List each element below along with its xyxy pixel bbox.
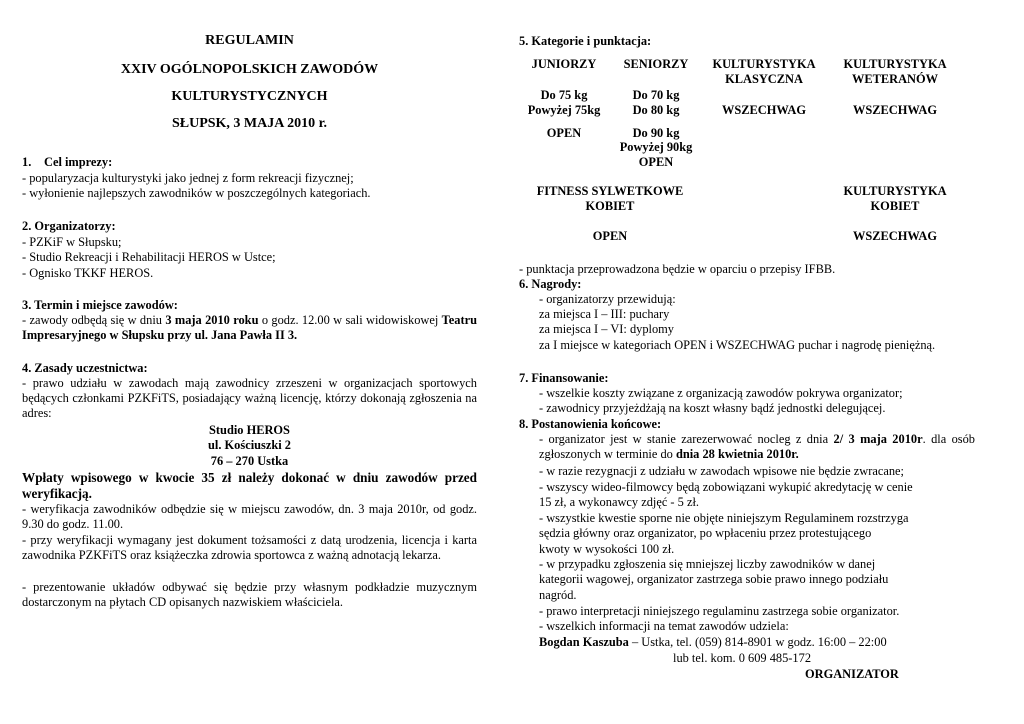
prizes-line: za miejsca I – VI: dyplomy bbox=[539, 322, 675, 336]
final-provision-cont: 15 zł, a wykonawcy zdjęć - 5 zł. bbox=[539, 495, 699, 509]
contact-mobile: lub tel. kom. 0 609 485-172 bbox=[673, 651, 812, 665]
contact-phone: – Ustka, tel. (059) 814-8901 w godz. 16:00 – 22:00 bbox=[628, 635, 887, 649]
category-seniorzy: SENIORZY bbox=[623, 57, 689, 71]
section-4-paragraph: - prawo udziału w zawodach mają zawodnicy zrzeszeni w organizacjach sportowych będących członkami PZKFiTS, posiadający ważną licencję, którzy dokonają zgłoszenia na adres: bbox=[22, 376, 477, 420]
category-fitness bbox=[519, 184, 701, 243]
final-provision bbox=[519, 432, 975, 462]
category-fitness-line-2: KOBIET bbox=[585, 198, 635, 213]
section-3-text: o godz. 12.00 w sali widowiskowej bbox=[258, 313, 442, 327]
weterani-weight: WSZECHWAG bbox=[853, 103, 937, 117]
contact-line bbox=[519, 635, 995, 650]
section-2-item: - Studio Rekreacji i Rehabilitacji HEROS w Ustce; bbox=[22, 250, 276, 264]
section-2-item: - PZKiF w Słupsku; bbox=[22, 235, 122, 249]
juniorzy-weights bbox=[519, 88, 609, 140]
final-provision-cont: sędzia główny oraz organizator, po wpłaceniu przez protestującego bbox=[539, 526, 872, 540]
section-7-heading: 7. Finansowanie: bbox=[519, 371, 609, 385]
section-3-heading: 3. Termin i miejsce zawodów: bbox=[22, 298, 178, 312]
klasyczna-weight: WSZECHWAG bbox=[722, 103, 806, 117]
section-4-paragraph: - weryfikacja zawodników odbędzie się w miejscu zawodów, dn. 3 maja 2010r, od godz. 9.30 do godz. 11.00. bbox=[22, 502, 477, 531]
prizes-line: - organizatorzy przewidują: bbox=[539, 292, 676, 306]
final-provision-cont: kategorii wagowej, organizator zastrzega sobie prawo innego podziału bbox=[539, 572, 889, 586]
section-1-title: Cel imprezy: bbox=[44, 155, 113, 169]
category-weterani bbox=[830, 57, 960, 87]
event-date: 3 maja 2010 roku bbox=[165, 313, 259, 327]
address-line-2: ul. Kościuszki 2 bbox=[208, 438, 291, 452]
section-1-item: - wyłonienie najlepszych zawodników w poszczególnych kategoriach. bbox=[22, 186, 371, 200]
title-line-4: SŁUPSK, 3 MAJA 2010 r. bbox=[171, 116, 328, 131]
category-kulturystyka-kobiet bbox=[830, 184, 960, 243]
section-4-paragraph: - przy weryfikacji wymagany jest dokument tożsamości z datą urodzenia, licencja i karta zawodnika PZKFiTS oraz książeczka zdrowia sportowca z ważną adnotacją lekarza. bbox=[22, 533, 477, 562]
final-provision: - wszystkie kwestie sporne nie objęte niniejszym Regulaminem rozstrzyga bbox=[539, 511, 909, 525]
category-klasyczna-line-1: KULTURYSTYKA bbox=[712, 57, 816, 71]
category-kobiet-line-2: KOBIET bbox=[870, 198, 920, 213]
section-8-heading: 8. Postanowienia końcowe: bbox=[519, 417, 662, 431]
final-provision-cont: kwoty w wysokości 100 zł. bbox=[539, 542, 675, 556]
section-4-paragraph: - prezentowanie układów odbywać się będzie przy własnym podkładzie muzycznym dostarczonym na płytach CD opisanych nazwiskiem właściciela. bbox=[22, 580, 477, 609]
final-provision: - prawo interpretacji niniejszego regulaminu zastrzega sobie organizator. bbox=[539, 604, 900, 618]
title-line-3: KULTURYSTYCZNYCH bbox=[171, 89, 328, 104]
seniorzy-weights bbox=[611, 88, 701, 170]
contact-name: Bogdan Kaszuba bbox=[539, 635, 629, 649]
prizes-line: za miejsca I – III: puchary bbox=[539, 307, 670, 321]
address-line-3: 76 – 270 Ustka bbox=[210, 454, 289, 468]
section-2-heading: 2. Organizatorzy: bbox=[22, 219, 116, 233]
weight-class: Do 75 kg bbox=[540, 88, 588, 102]
category-klasyczna-line-2: KLASYCZNA bbox=[725, 71, 803, 86]
category-klasyczna bbox=[699, 57, 829, 87]
category-fitness-line-1: FITNESS SYLWETKOWE bbox=[536, 184, 684, 198]
final-provision: - w razie rezygnacji z udziału w zawodach wpisowe nie będzie zwracane; bbox=[539, 464, 904, 478]
category-kobiet-line-1: KULTURYSTYKA bbox=[843, 184, 947, 198]
section-6-heading: 6. Nagrody: bbox=[519, 277, 582, 291]
weight-class: OPEN bbox=[638, 155, 674, 170]
address-line-1: Studio HEROS bbox=[209, 423, 290, 437]
lodging-dates: 2/ 3 maja 2010r bbox=[833, 432, 923, 446]
weight-class: OPEN bbox=[546, 125, 582, 140]
fitness-weight: OPEN bbox=[592, 228, 628, 243]
category-juniorzy: JUNIORZY bbox=[531, 57, 597, 71]
final-provision: - wszyscy wideo-filmowcy będą zobowiązani wykupić akredytację w cenie bbox=[539, 480, 913, 494]
scoring-note: - punktacja przeprowadzona będzie w oparciu o przepisy IFBB. bbox=[519, 262, 836, 276]
registration-deadline: dnia 28 kwietnia 2010r. bbox=[675, 446, 799, 461]
weight-class: Powyżej 90kg bbox=[619, 140, 693, 155]
section-3-paragraph bbox=[22, 313, 477, 343]
section-4-heading: 4. Zasady uczestnictwa: bbox=[22, 361, 148, 375]
section-1-item: - popularyzacja kulturystyki jako jednej z form rekreacji fizycznej; bbox=[22, 171, 354, 185]
section-5-heading: 5. Kategorie i punktacja: bbox=[519, 34, 652, 48]
event-venue: Teatru Impresaryjnego w Słupsku przy ul. Jana Pawła II 3. bbox=[22, 313, 477, 342]
kobiet-weight: WSZECHWAG bbox=[853, 228, 937, 243]
provision-text: - organizator jest w stanie zarezerwować nocleg z dnia bbox=[539, 432, 834, 446]
final-provision: - w przypadku zgłoszenia się mniejszej liczby zawodników w danej bbox=[539, 557, 876, 571]
final-provision: - wszelkich informacji na temat zawodów udziela: bbox=[539, 619, 789, 633]
final-provision-cont: nagród. bbox=[539, 588, 577, 602]
entry-fee-notice: Wpłaty wpisowego w kwocie 35 zł należy dokonać w dniu zawodów przed weryfikacją. bbox=[22, 470, 477, 501]
section-1-heading bbox=[22, 155, 477, 170]
weight-class: Do 70 kg bbox=[632, 88, 680, 102]
provision-text: . dla osób zgłoszonych w terminie do bbox=[539, 432, 975, 461]
weight-class: Do 90 kg bbox=[632, 125, 680, 140]
financing-line: - zawodnicy przyjeżdżają na koszt własny bądź jednostki delegującej. bbox=[539, 401, 886, 415]
section-3-text: - zawody odbędą się w dniu bbox=[22, 313, 166, 327]
section-1-number: 1. bbox=[22, 155, 32, 169]
prizes-line: za I miejsce w kategoriach OPEN i WSZECHWAG puchar i nagrodę pieniężną. bbox=[539, 338, 936, 352]
weight-class: Powyżej 75kg bbox=[527, 102, 601, 117]
section-2-item: - Ognisko TKKF HEROS. bbox=[22, 266, 154, 280]
weight-class: Do 80 kg bbox=[632, 102, 680, 117]
category-weterani-line-2: WETERANÓW bbox=[851, 71, 939, 86]
signature-organizator: ORGANIZATOR bbox=[805, 667, 899, 681]
title-line-1: REGULAMIN bbox=[205, 33, 294, 48]
financing-line: - wszelkie koszty związane z organizacją zawodów pokrywa organizator; bbox=[539, 386, 903, 400]
category-weterani-line-1: KULTURYSTYKA bbox=[843, 57, 947, 71]
title-line-2: XXIV OGÓLNOPOLSKICH ZAWODÓW bbox=[120, 62, 379, 77]
